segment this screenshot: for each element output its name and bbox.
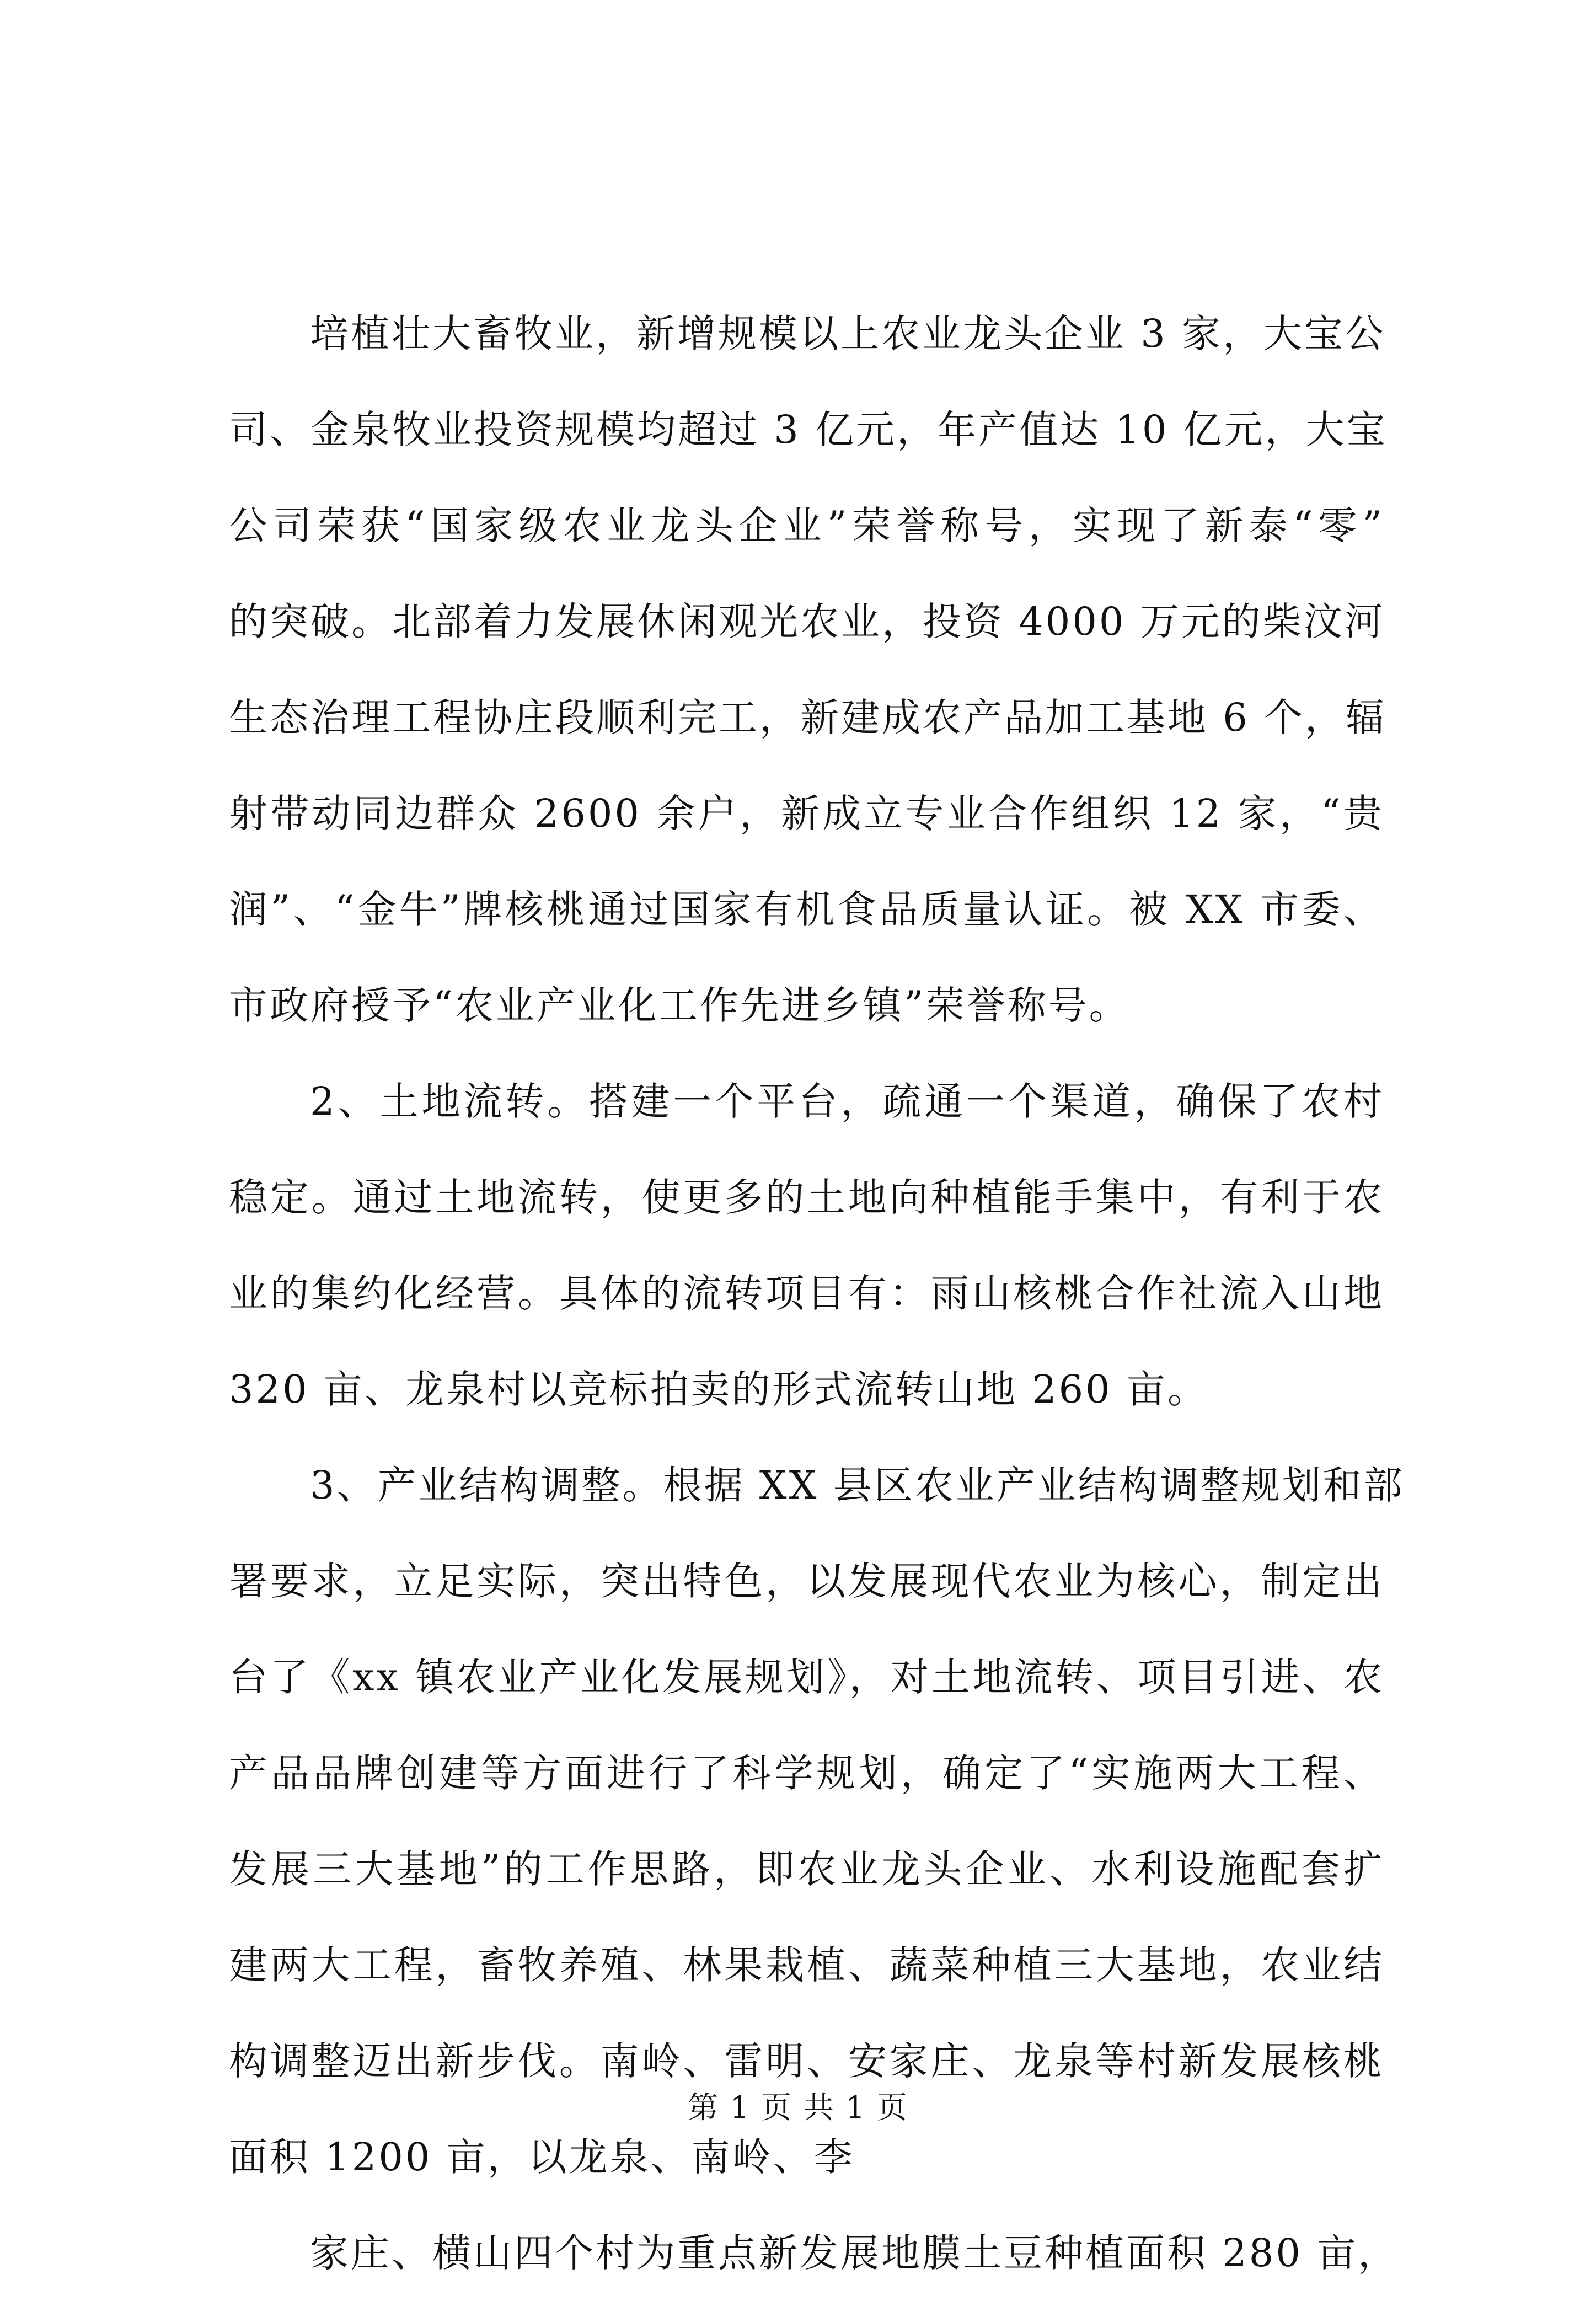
paragraph-line: 公司荣获“国家级农业龙头企业”荣誉称号，实现了新泰“零”: [229, 503, 1384, 548]
paragraph-line: 320 亩、龙泉村以竞标拍卖的形式流转山地 260 亩。: [229, 1367, 1208, 1412]
paragraph-line: 生态治理工程协庄段顺利完工，新建成农产品加工基地 6 个，辐: [229, 695, 1387, 740]
paragraph-line: 润”、“金牛”牌核桃通过国家有机食品质量认证。被 XX 市委、: [229, 887, 1384, 932]
paragraph-line: 的突破。北部着力发展休闲观光农业，投资 4000 万元的柴汶河: [229, 599, 1385, 644]
paragraph-line: 稳定。通过土地流转，使更多的土地向种植能手集中，有利于农: [229, 1175, 1384, 1220]
paragraph-line: 市政府授予“农业产业化工作先进乡镇”荣誉称号。: [229, 983, 1130, 1028]
paragraph-line: 司、金泉牧业投资规模均超过 3 亿元，年产值达 10 亿元，大宝: [229, 407, 1388, 452]
paragraph-line: 产品品牌创建等方面进行了科学规划，确定了“实施两大工程、: [229, 1751, 1384, 1796]
paragraph-line: 2、土地流转。搭建一个平台，疏通一个渠道，确保了农村: [310, 1079, 1384, 1124]
paragraph-line: 培植壮大畜牧业，新增规模以上农业龙头企业 3 家，大宝公: [310, 311, 1386, 356]
paragraph-line: 构调整迈出新步伐。南岭、雷明、安家庄、龙泉等村新发展核桃: [229, 2038, 1384, 2084]
page-number-footer: 第 1 页 共 1 页: [688, 2090, 908, 2125]
paragraph-line: 台了《xx 镇农业产业化发展规划》，对土地流转、项目引进、农: [229, 1655, 1384, 1700]
paragraph-line: 3、产业结构调整。根据 XX 县区农业产业结构调整规划和部: [310, 1463, 1405, 1508]
paragraph-line: 家庄、横山四个村为重点新发展地膜土豆种植面积 280 亩，: [310, 2230, 1399, 2276]
paragraph-line: 建两大工程，畜牧养殖、林果栽植、蔬菜种植三大基地，农业结: [229, 1943, 1384, 1988]
paragraph-line: 发展三大基地”的工作思路，即农业龙头企业、水利设施配套扩: [229, 1847, 1384, 1892]
paragraph-line: 业的集约化经营。具体的流转项目有：雨山核桃合作社流入山地: [229, 1271, 1384, 1316]
paragraph-line: 署要求，立足实际，突出特色，以发展现代农业为核心，制定出: [229, 1559, 1384, 1604]
paragraph-line: 面积 1200 亩，以龙泉、南岭、李: [229, 2134, 855, 2180]
paragraph-line: 射带动同边群众 2600 余户，新成立专业合作组织 12 家，“贵: [229, 791, 1384, 836]
document-body: [229, 286, 1405, 2301]
